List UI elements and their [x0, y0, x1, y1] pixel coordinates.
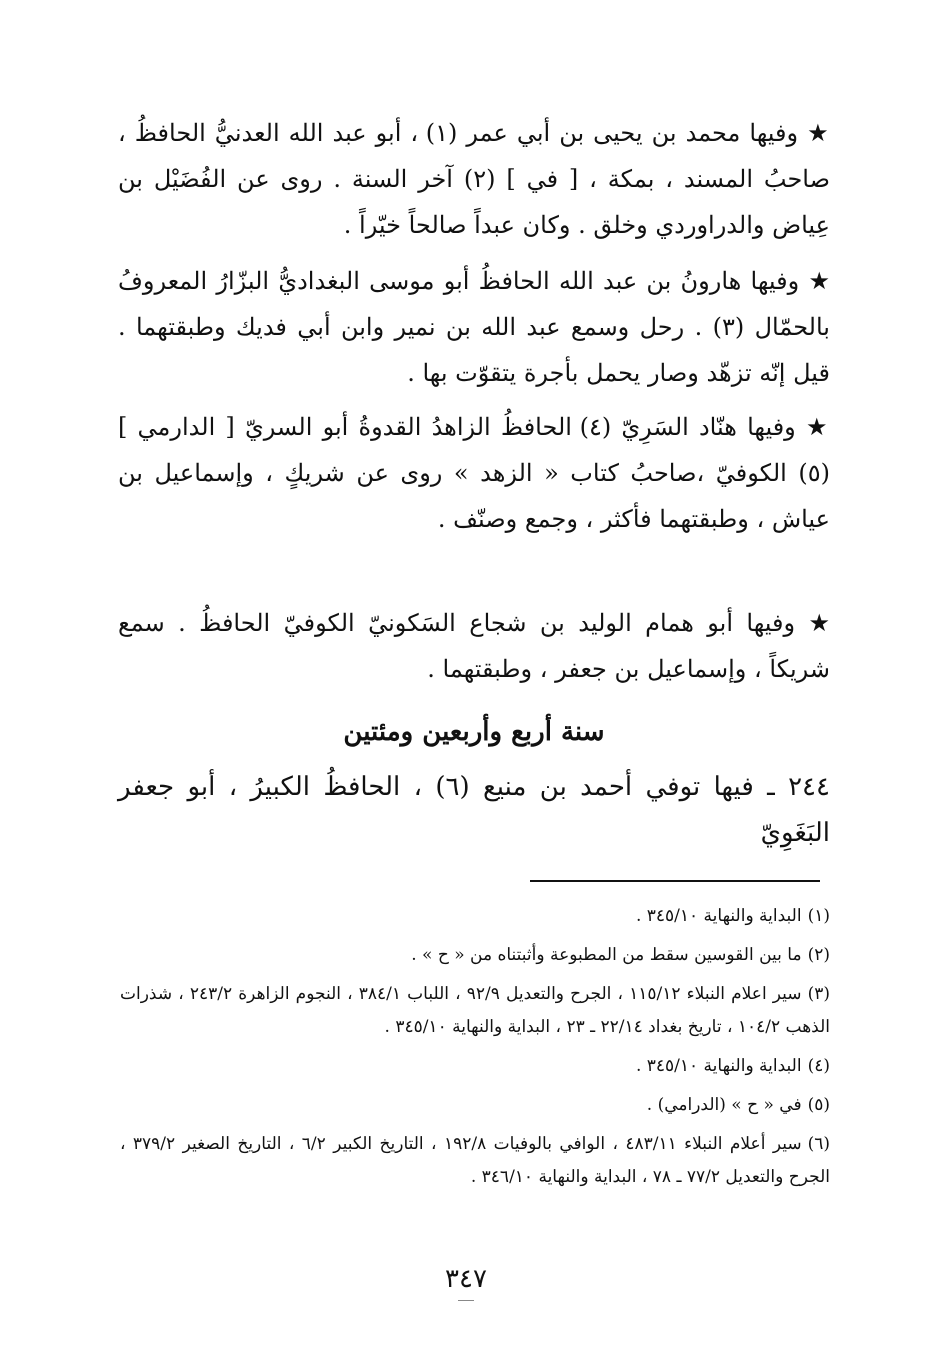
footnote-label: (٣): [807, 984, 830, 1004]
footnote-3: [120, 978, 830, 1044]
page-number-underline: [458, 1300, 474, 1301]
footnote-label: (٤): [807, 1056, 830, 1076]
paragraph-harun: ★ وفيها هارونُ بن عبد الله الحافظُ أبو موسى البغداديُّ البزّارُ المعروفُ بالحمّال (٣) . رحل وسمع عبد الله بن نمير وابن أبي فديك وطبقتهما . قيل إنّه تزهّد وصار يحمل بأجرة يتقوّت بها .: [118, 267, 830, 387]
footnote-text: في « ح » (الدرامي) .: [646, 1095, 802, 1115]
footnote-text: سير أعلام النبلاء ٤٨٣/١١ ، الوافي بالوفيات ١٩٢/٨ ، التاريخ الكبير ٦/٢ ، التاريخ الصغير ٣٧٩/٢ ، الجرح والتعديل ٧٧/٢ ـ ٧٨ ، البداية والنهاية ٣٤٦/١٠ .: [120, 1134, 830, 1187]
year-heading: سنة أربع وأربعين ومئتين: [343, 717, 605, 747]
footnote-label: (٥): [807, 1095, 830, 1115]
footnote-5: [120, 1089, 830, 1122]
footnote-text: البداية والنهاية ٣٤٥/١٠ .: [635, 1056, 802, 1076]
page-number: ٣٤٧: [445, 1264, 487, 1294]
entry-244: ٢٤٤ ـ فيها توفي أحمد بن منيع (٦) ، الحافظُ الكبيرُ ، أبو جعفر البَغَوِيّ: [118, 772, 830, 848]
footnote-text: سير اعلام النبلاء ١١٥/١٢ ، الجرح والتعديل ٩٢/٩ ، اللباب ٣٨٤/١ ، النجوم الزاهرة ٢٤٣/٢ ، شذرات الذهب ١٠٤/٢ ، تاريخ بغداد ٢٢/١٤ ـ ٢٣ ، البداية والنهاية ٣٤٥/١٠ .: [120, 984, 830, 1037]
paragraph-adani: ★ وفيها محمد بن يحيى بن أبي عمر (١) ، أبو عبد الله العدنيُّ الحافظُ ، صاحبُ المسند ، بمكة ، [ في ] (٢) آخر السنة . روى عن الفُضَيْل بن عِياض والدراوردي وخلق . وكان عبداً صالحاً خيّراً .: [118, 119, 831, 239]
footnote-label: (٢): [807, 945, 830, 965]
footnote-6: [120, 1128, 830, 1194]
footnote-1: [120, 900, 830, 933]
footnote-label: (١): [807, 906, 830, 926]
paragraph-walid: ★ وفيها أبو همام الوليد بن شجاع السَكونيّ الكوفيّ الحافظُ . سمع شريكاً ، وإسماعيل بن جعفر ، وطبقتهما .: [118, 609, 830, 683]
footnote-separator: [530, 880, 820, 882]
footnote-text: البداية والنهاية ٣٤٥/١٠ .: [635, 906, 802, 926]
footnotes: [120, 900, 830, 1200]
footnote-text: ما بين القوسين سقط من المطبوعة وأثبتناه من « ح » .: [411, 945, 802, 965]
footnote-4: [120, 1050, 830, 1083]
footnote-2: [120, 939, 830, 972]
footnote-label: (٦): [807, 1134, 830, 1154]
paragraph-hannad: ★ وفيها هنّاد السَرِيّ (٤) الحافظُ الزاهدُ القدوةُ أبو السريّ [ الدارمي ] (٥) الكوفيّ ،صاحبُ كتاب « الزهد » روى عن شريكٍ ، وإسماعيل بن عياش ، وطبقتهما فأكثر ، وجمع وصنّف .: [118, 413, 831, 533]
